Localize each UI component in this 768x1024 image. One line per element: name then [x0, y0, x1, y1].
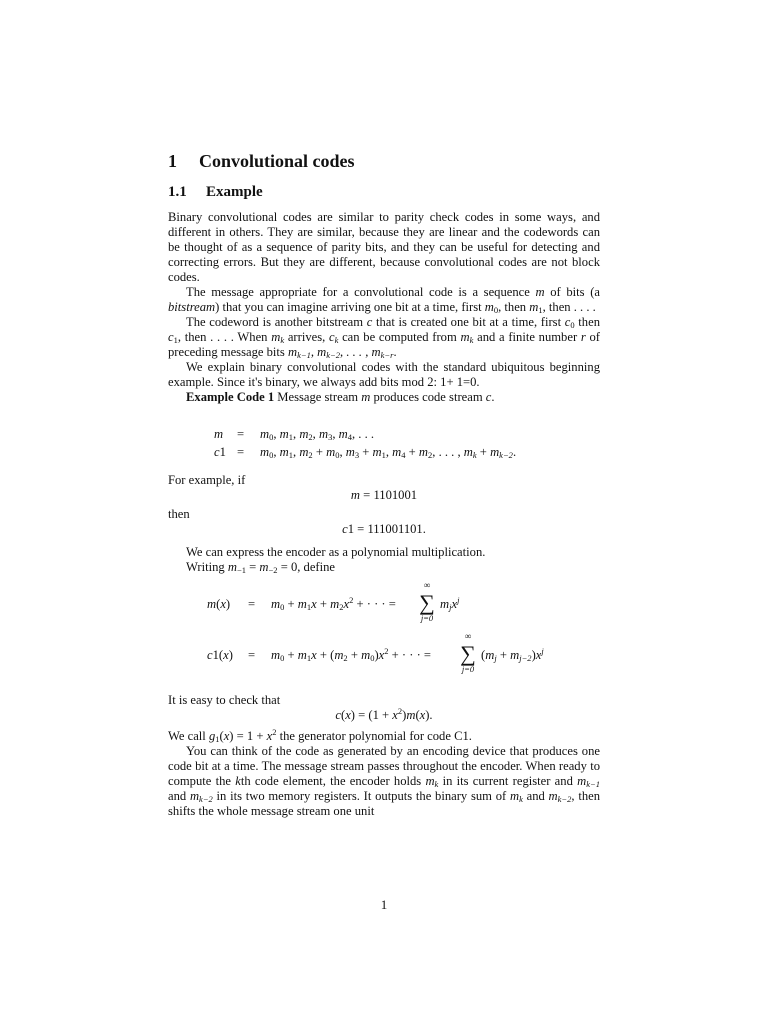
paragraph-message: The message appropriate for a convolutional code is a sequence m of bits (a bitstream) that you can imagine arriving one bit at a time, first $m_0$, then $m_1$, then . . . .	[168, 285, 600, 315]
paragraph-codeword: The codeword is another bitstream c that is created one bit at a time, first $c_0$ then $c_1$, then . . . . When $m_k$ arrives, $c_k$ can be computed from $m_k$ and a finite number r of preceding message bits $m_{k-1}$, $m_{k-2}$, . . . , $m_{k-r}$.	[168, 315, 601, 360]
section-number: 1	[168, 151, 177, 171]
equation-array-code: m = $m_0$, $m_1$, $m_2$, $m_3$, $m_4$, . . . c1 = $m_0$, $m_1$, $m_2 + m_0$, $m_3 + m_1$, $m_4 + m_2$, . . . , $m_k + m_{k-2}$.	[214, 427, 517, 460]
paragraph-explain: We explain binary convolutional codes with the standard ubiquitous beginning example. Since it's binary, we always add bits mod 2: 1+ 1=0.	[168, 360, 600, 389]
paragraph-writing: Writing $m_{-1} = m_{-2} = 0$, define	[186, 560, 336, 575]
paragraph-polynomial: We can express the encoder as a polynomial multiplication.	[186, 545, 486, 559]
example-label: Example Code 1	[186, 390, 275, 404]
page-number: 1	[380, 897, 388, 912]
paper-page	[168, 150, 600, 819]
easy-check-text: It is easy to check that	[168, 693, 281, 707]
paragraph-encoder: You can think of the code as generated by an encoding device that produces one code bit at a time. The message stream passes throughout the encoder. When ready to compute the kth code element, the encoder holds $m_k$ in its current register and $m_{k-1}$ and $m_{k-2}$ in its two memory registers. It outputs the binary sum of $m_k$ and $m_{k-2}$, then shifts the whole message stream one unit	[168, 744, 600, 818]
subsection-heading	[168, 185, 600, 200]
paragraph-generator: We call $g_1(x) = 1 + x^2$ the generator polynomial for code C1.	[168, 727, 472, 744]
equation-generator-product: $c(x) = (1 + x^2)m(x)$.	[335, 706, 433, 722]
for-example-text: For example, if	[168, 473, 246, 487]
paragraph-intro: Binary convolutional codes are similar to parity check codes in some ways, and different in others. They are similar, because they are linear and the codewords can be thought of as a sequence of parity bits, and they can be useful for detecting and correcting errors. But they are different, because convolutional codes are not block codes.	[168, 210, 600, 284]
section-heading	[168, 151, 600, 171]
subsection-title: Example	[206, 184, 263, 200]
equation-array-polynomial: m(x) = $m_0 + m_1x + m_2x^2$ + · · · = ∞ ∑ j=0 $m_jx^j$ c1(x) = $m_0 + m_1x + (m_2 + m_0)x^2$ + · · · = ∞ ∑ j=0 $(m_j + m_{j-2})x^j$	[207, 580, 544, 674]
equation-c1-value: c1 = 111001101.	[342, 522, 426, 536]
example-statement: Example Code 1 Message stream m produces code stream c.	[186, 390, 495, 404]
section-title: Convolutional codes	[199, 151, 355, 171]
then-text: then	[168, 507, 190, 521]
subsection-number: 1.1	[168, 184, 187, 200]
equation-m-value: m = 1101001	[350, 488, 418, 502]
